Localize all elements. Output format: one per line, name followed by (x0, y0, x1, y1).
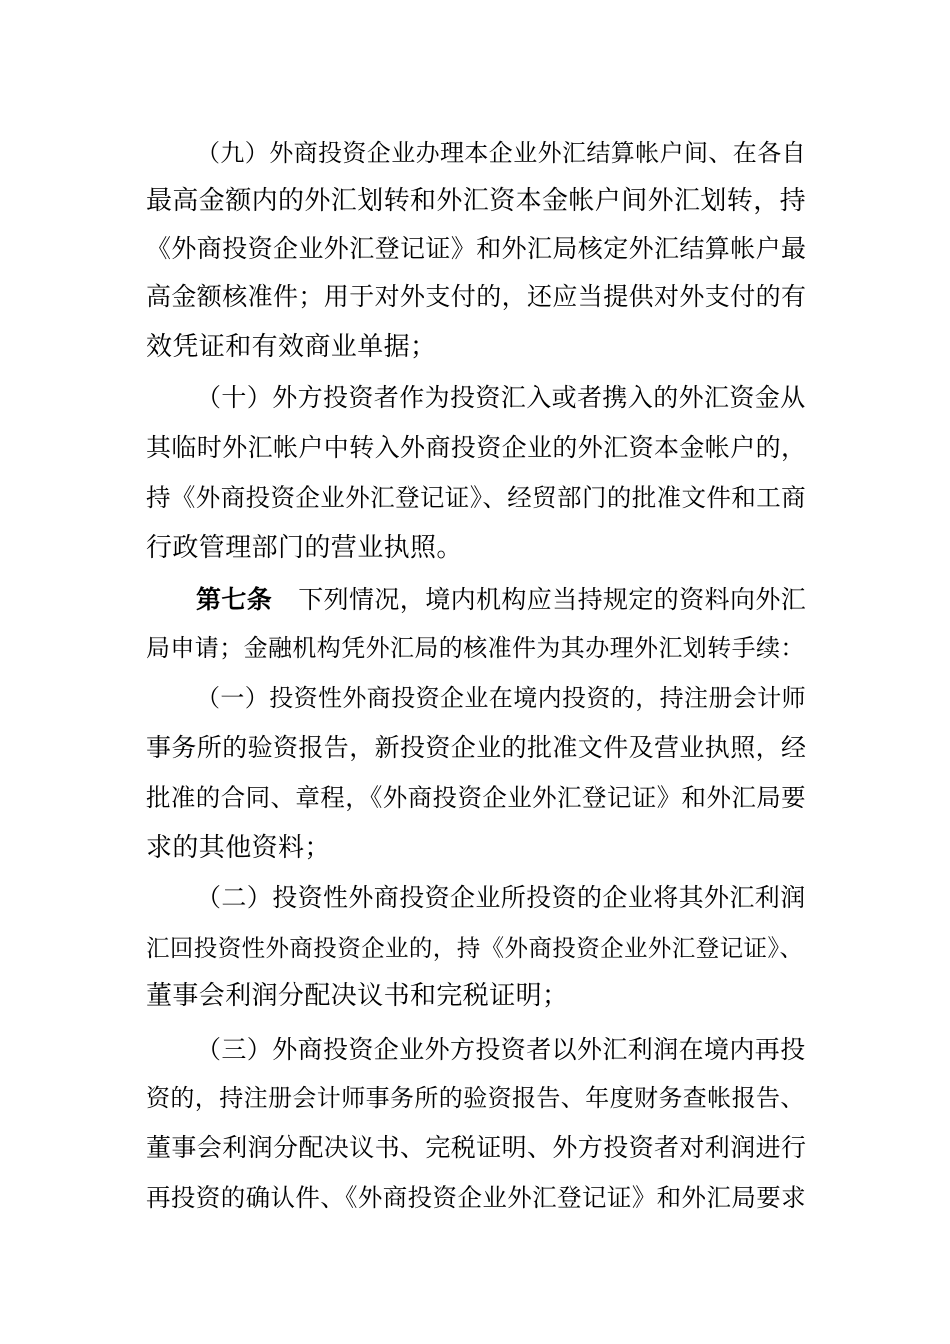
text-line: 批准的合同、章程，《外商投资企业外汇登记证》和外汇局要 (146, 783, 807, 812)
text-line: 高金额核准件；用于对外支付的，还应当提供对外支付的有 (146, 282, 807, 311)
text-line: 效凭证和有效商业单据； (146, 332, 437, 362)
text-line: （二）投资性外商投资企业所投资的企业将其外汇利润 (196, 883, 806, 912)
text-line: 局申请；金融机构凭外汇局的核准件为其办理外汇划转手续： (146, 634, 805, 662)
text-line: （三）外商投资企业外方投资者以外汇利润在境内再投 (196, 1035, 806, 1064)
text-line: 《外商投资企业外汇登记证》和外汇局核定外汇结算帐户最 (146, 234, 807, 263)
text-line: 再投资的确认件、《外商投资企业外汇登记证》和外汇局要求 (146, 1183, 807, 1212)
text-line: 行政管理部门的营业执照。 (146, 533, 463, 563)
text-line: 董事会利润分配决议书、完税证明、外方投资者对利润进行 (146, 1133, 807, 1162)
text-line: （九）外商投资企业办理本企业外汇结算帐户间、在各自 (196, 139, 806, 167)
text-line: 董事会利润分配决议书和完税证明； (146, 981, 569, 1011)
text-line: （一）投资性外商投资企业在境内投资的，持注册会计师 (196, 684, 806, 712)
text-line: 其临时外汇帐户中转入外商投资企业的外汇资本金帐户的， (146, 433, 807, 462)
article-intro: 下列情况，境内机构应当持规定的资料向外汇 (298, 585, 807, 614)
text-line: 事务所的验资报告，新投资企业的批准文件及营业执照，经 (146, 733, 807, 762)
article-title: 第七条 (196, 585, 273, 614)
text-line: 求的其他资料； (146, 833, 331, 863)
article-line (196, 580, 810, 620)
text-line: 持《外商投资企业外汇登记证》、经贸部门的批准文件和工商 (146, 483, 807, 512)
text-line: （十）外方投资者作为投资汇入或者携入的外汇资金从 (196, 383, 806, 412)
text-line: 汇回投资性外商投资企业的，持《外商投资企业外汇登记证》、 (146, 934, 804, 962)
text-line: 资的，持注册会计师事务所的验资报告、年度财务查帐报告、 (146, 1084, 805, 1112)
text-line: 最高金额内的外汇划转和外汇资本金帐户间外汇划转，持 (146, 186, 807, 216)
